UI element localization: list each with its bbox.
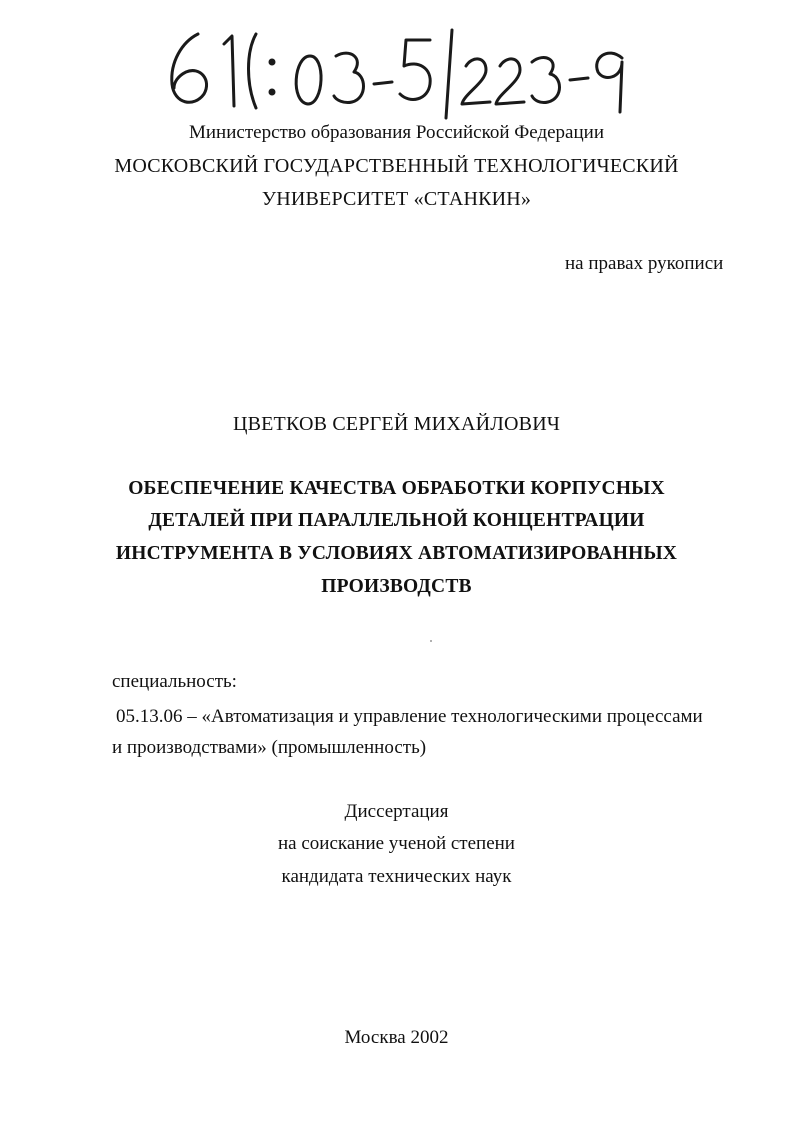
specialty-label: специальность:	[112, 671, 237, 692]
degree-line3: кандидата технических наук	[281, 866, 512, 887]
dissertation-title-line2: ДЕТАЛЕЙ ПРИ ПАРАЛЛЕЛЬНОЙ КОНЦЕНТРАЦИИ	[148, 510, 645, 531]
dissertation-title-line4: ПРОИЗВОДСТВ	[321, 576, 472, 597]
university-name-line2: УНИВЕРСИТЕТ «СТАНКИН»	[261, 188, 532, 210]
university-name-line1: МОСКОВСКИЙ ГОСУДАРСТВЕННЫЙ ТЕХНОЛОГИЧЕСКИЙ	[114, 155, 679, 177]
handwritten-archive-code	[160, 22, 640, 122]
author-name: ЦВЕТКОВ СЕРГЕЙ МИХАЙЛОВИЧ	[232, 413, 561, 435]
degree-line1: Диссертация	[344, 801, 449, 822]
specialty-line1: 05.13.06 – «Автоматизация и управление технологическими процессами	[116, 706, 703, 727]
degree-line2: на соискание ученой степени	[278, 833, 515, 854]
manuscript-note: на правах рукописи	[565, 253, 724, 274]
specialty-line2: и производствами» (промышленность)	[112, 737, 427, 758]
scan-speck	[430, 640, 432, 642]
dissertation-title-line1: ОБЕСПЕЧЕНИЕ КАЧЕСТВА ОБРАБОТКИ КОРПУСНЫХ	[128, 478, 665, 499]
place-and-year: Москва 2002	[344, 1027, 449, 1048]
dissertation-title-line3: ИНСТРУМЕНТА В УСЛОВИЯХ АВТОМАТИЗИРОВАННЫХ	[115, 543, 678, 564]
ministry-name: Министерство образования Российской Федерации	[189, 122, 604, 143]
